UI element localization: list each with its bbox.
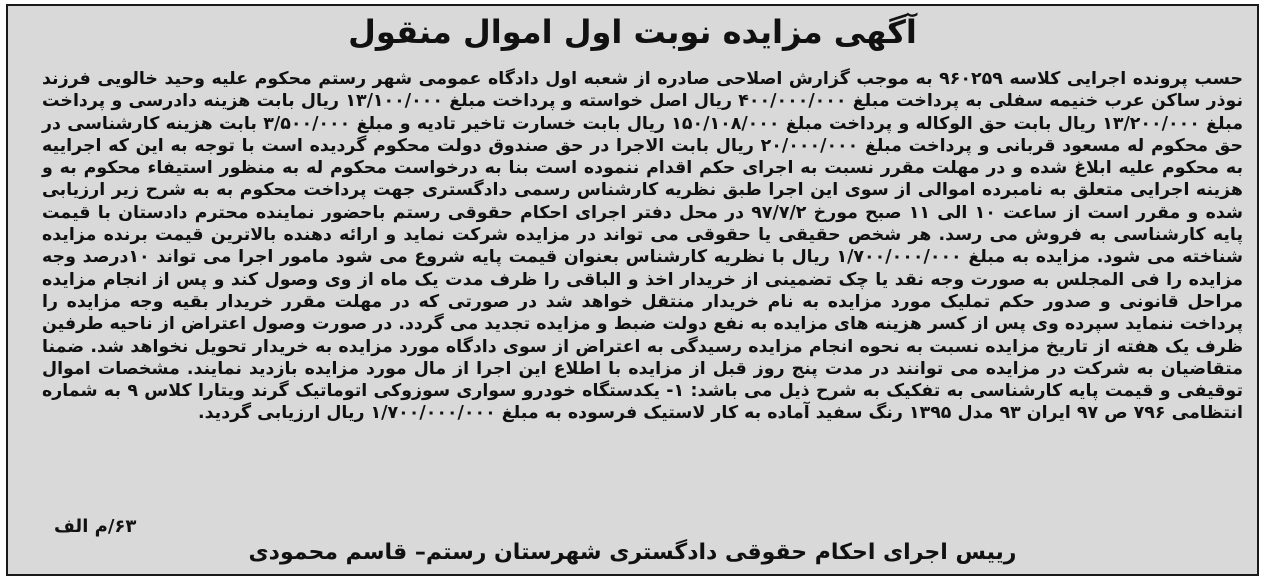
notice-signature: رییس اجرای احکام حقوقی دادگستری شهرستان رستم– قاسم محمودی — [248, 540, 1017, 565]
notice-reference-number: ۶۳/م الف — [54, 516, 137, 537]
newspaper-notice — [6, 4, 1259, 576]
notice-title: آگهی مزایده نوبت اول اموال منقول — [348, 13, 917, 51]
notice-body: حسب پرونده اجرایی کلاسه ۹۶۰۲۵۹ به موجب گزارش اصلاحی صادره از شعبه اول دادگاه عمومی شهر رستم محکوم علیه وحید خالویی فرزند نوذر ساکن عرب خنیمه سفلی به پرداخت مبلغ ۴۰۰/۰۰۰/۰۰۰ ریال اصل خواسته و پرداخت مبلغ ۱۳/۱۰۰/۰۰۰ ریال بابت هزینه دادرسی و پرداخت مبلغ ۱۳/۲۰۰/۰۰۰ ریال بابت حق الوکاله و پرداخت مبلغ ۱۵۰/۱۰۸/۰۰۰ ریال بابت خسارت تاخیر تادیه و مبلغ ۳/۵۰۰/۰۰۰ بابت هزینه کارشناسی در حق محکوم له مسعود قربانی و پرداخت مبلغ ۲۰/۰۰۰/۰۰۰ ریال بابت الاجرا در حق صندوق دولت محکوم گردیده است با توجه به این که اجراییه به محکوم علیه ابلاغ شده و در مهلت مقرر نسبت به اجرای حکم اقدام ننموده است بنا به درخواست محکوم له به منظور استیفاء محکوم به و هزینه اجرایی متعلق به نامبرده اموالی از سوی این اجرا طبق نظریه کارشناس رسمی دادگستری جهت پرداخت محکوم به به شرح زیر ارزیابی شده و مقرر است از ساعت ۱۰ الی ۱۱ صبح مورخ ۹۷/۷/۲ در محل دفتر اجرای احکام حقوقی رستم باحضور نماینده محترم دادستان با قیمت پایه کارشناسی به فروش می رسد. هر شخص حقیقی یا حقوقی می تواند در مزایده شرکت نماید و ارائه دهنده بالاترین قیمت برنده مزایده شناخته می شود. مزایده به مبلغ ۱/۷۰۰/۰۰۰/۰۰۰ ریال با نظریه کارشناس بعنوان قیمت پایه شروع می شود مامور اجرا می تواند ۱۰درصد وجه مزایده را فی المجلس به صورت وجه نقد یا چک تضمینی از خریدار اخذ و الباقی را ظرف مدت یک ماه از وی وصول کند و پس از انجام مزایده مراحل قانونی و صدور حکم تملیک مورد مزایده به نام خریدار منتقل خواهد شد در صورتی که در مهلت مقرر خریدار بقیه وجه مزایده را پرداخت ننماید سپرده وی پس از کسر هزینه های مزایده به نفع دولت ضبط و مزایده تجدید می گردد. در صورت وصول اعتراض از ناحیه طرفین ظرف یک هفته از تاریخ مزایده نسبت به نحوه انجام مزایده رسیدگی به اعتراض از سوی دادگاه مورد مزایده به خریدار تحویل نخواهد شد. ضمنا متقاضیان به شرکت در مزایده می توانند در مدت پنج روز قبل از مزایده با اطلاع این اجرا از مال مورد مزایده بازدید نمایند. مشخصات اموال توقیفی و قیمت پایه کارشناسی به تفکیک به شرح ذیل می باشد: ۱- یکدستگاه خودرو سواری سوزوکی اتوماتیک گرند ویتارا کلاس ۹ به شماره انتظامی ۷۹۶ ص ۹۷ ایران ۹۳ مدل ۱۳۹۵ رنگ سفید آماده به کار لاستیک فرسوده به مبلغ ۱/۷۰۰/۰۰۰/۰۰۰ ریال ارزیابی گردید. — [42, 69, 1244, 424]
